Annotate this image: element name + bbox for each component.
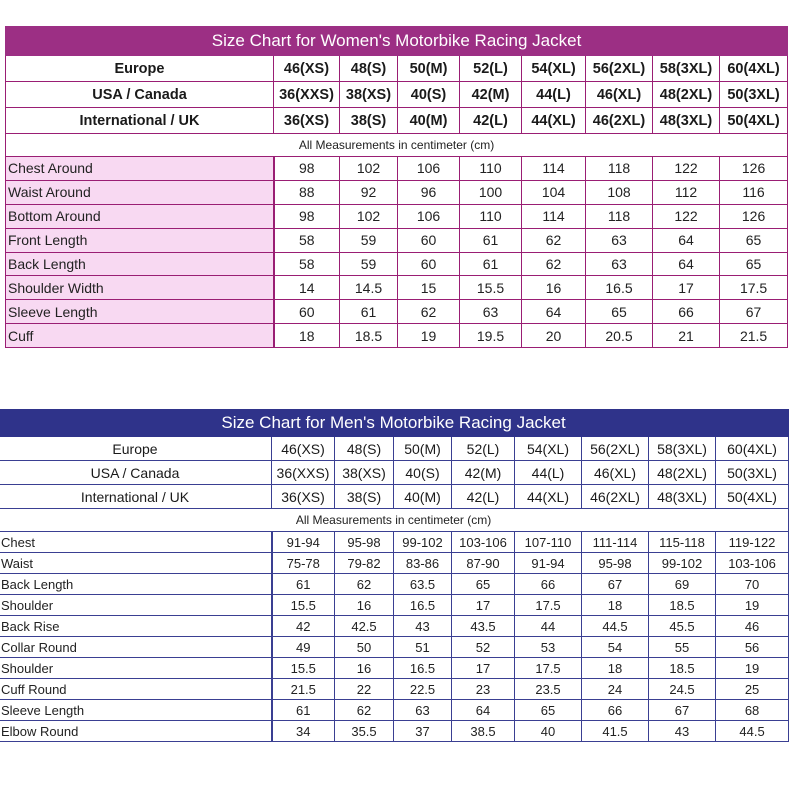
measurement-value: 62	[522, 252, 586, 276]
measurement-value: 62	[522, 228, 586, 252]
measurement-value: 99-102	[649, 553, 716, 574]
size-cell: 46(XS)	[272, 437, 335, 461]
measurement-value: 59	[340, 252, 398, 276]
men-table-body	[0, 410, 789, 742]
measurement-label: Sleeve Length	[6, 300, 274, 324]
measurement-value: 45.5	[649, 616, 716, 637]
measurement-value: 18	[582, 658, 649, 679]
measurement-value: 17.5	[515, 595, 582, 616]
measurement-value: 63	[460, 300, 522, 324]
table-row	[0, 679, 789, 700]
measurement-label: Waist Around	[6, 180, 274, 204]
measurement-value: 79-82	[335, 553, 394, 574]
table-row	[0, 700, 789, 721]
measurement-value: 110	[460, 204, 522, 228]
size-cell: 50(3XL)	[716, 461, 789, 485]
men-size-chart	[0, 409, 789, 742]
men-note-row	[0, 509, 789, 532]
size-cell: 36(XXS)	[272, 461, 335, 485]
measurement-value: 24.5	[649, 679, 716, 700]
size-cell: 42(M)	[452, 461, 515, 485]
size-cell: 42(L)	[452, 485, 515, 509]
measurement-value: 64	[452, 700, 515, 721]
measurement-value: 95-98	[335, 532, 394, 553]
measurement-value: 59	[340, 228, 398, 252]
measurement-value: 16	[335, 658, 394, 679]
table-row	[0, 637, 789, 658]
measurement-value: 44	[515, 616, 582, 637]
measurement-note: All Measurements in centimeter (cm)	[0, 509, 789, 532]
measurement-value: 21.5	[720, 324, 788, 348]
size-cell: 50(4XL)	[716, 485, 789, 509]
measurement-value: 43.5	[452, 616, 515, 637]
measurement-value: 61	[460, 252, 522, 276]
measurement-value: 42	[272, 616, 335, 637]
measurement-value: 44.5	[716, 721, 789, 742]
measurement-value: 14.5	[340, 276, 398, 300]
measurement-value: 22.5	[394, 679, 452, 700]
measurement-value: 20.5	[586, 324, 653, 348]
men-chart-title: Size Chart for Men's Motorbike Racing Jacket	[0, 410, 789, 437]
measurement-value: 23.5	[515, 679, 582, 700]
measurement-label: Shoulder	[0, 595, 272, 616]
measurement-value: 20	[522, 324, 586, 348]
size-cell: 54(XL)	[515, 437, 582, 461]
measurement-value: 63.5	[394, 574, 452, 595]
size-cell: 50(4XL)	[720, 108, 788, 134]
women-title-row	[6, 27, 788, 56]
measurement-value: 35.5	[335, 721, 394, 742]
measurement-value: 18.5	[340, 324, 398, 348]
women-chart-title: Size Chart for Women's Motorbike Racing Jacket	[6, 27, 788, 56]
measurement-value: 22	[335, 679, 394, 700]
table-row	[0, 595, 789, 616]
measurement-label: Cuff Round	[0, 679, 272, 700]
size-cell: 38(XS)	[335, 461, 394, 485]
measurement-value: 66	[653, 300, 720, 324]
table-row	[0, 532, 789, 553]
measurement-value: 87-90	[452, 553, 515, 574]
measurement-value: 116	[720, 180, 788, 204]
measurement-value: 17	[653, 276, 720, 300]
measurement-label: Cuff	[6, 324, 274, 348]
table-row	[0, 721, 789, 742]
measurement-value: 106	[398, 204, 460, 228]
measurement-value: 15.5	[460, 276, 522, 300]
measurement-value: 112	[653, 180, 720, 204]
measurement-label: Back Length	[0, 574, 272, 595]
measurement-value: 102	[340, 204, 398, 228]
men-size-row	[0, 461, 789, 485]
measurement-value: 65	[720, 252, 788, 276]
size-cell: 46(XL)	[586, 82, 653, 108]
measurement-value: 63	[586, 228, 653, 252]
women-note-row	[6, 134, 788, 157]
size-cell: 40(S)	[398, 82, 460, 108]
men-size-row	[0, 485, 789, 509]
size-cell: 56(2XL)	[582, 437, 649, 461]
table-row	[6, 204, 788, 228]
measurement-value: 44.5	[582, 616, 649, 637]
measurement-value: 15	[398, 276, 460, 300]
size-cell: 46(XS)	[274, 56, 340, 82]
measurement-value: 58	[274, 252, 340, 276]
size-cell: 58(3XL)	[653, 56, 720, 82]
measurement-value: 52	[452, 637, 515, 658]
size-cell: 42(M)	[460, 82, 522, 108]
measurement-value: 43	[649, 721, 716, 742]
table-row	[0, 658, 789, 679]
measurement-value: 14	[274, 276, 340, 300]
measurement-value: 51	[394, 637, 452, 658]
men-size-row	[0, 437, 789, 461]
measurement-value: 40	[515, 721, 582, 742]
size-cell: 44(L)	[515, 461, 582, 485]
measurement-value: 56	[716, 637, 789, 658]
size-system-label: USA / Canada	[0, 461, 272, 485]
measurement-value: 21	[653, 324, 720, 348]
size-cell: 40(M)	[398, 108, 460, 134]
measurement-label: Chest	[0, 532, 272, 553]
measurement-value: 106	[398, 157, 460, 181]
measurement-value: 95-98	[582, 553, 649, 574]
measurement-value: 19	[398, 324, 460, 348]
measurement-value: 92	[340, 180, 398, 204]
measurement-value: 67	[649, 700, 716, 721]
measurement-value: 17.5	[720, 276, 788, 300]
measurement-value: 108	[586, 180, 653, 204]
measurement-value: 122	[653, 204, 720, 228]
measurement-value: 49	[272, 637, 335, 658]
measurement-value: 34	[272, 721, 335, 742]
measurement-value: 61	[272, 574, 335, 595]
measurement-value: 104	[522, 180, 586, 204]
measurement-value: 62	[398, 300, 460, 324]
measurement-value: 103-106	[452, 532, 515, 553]
size-cell: 58(3XL)	[649, 437, 716, 461]
women-size-chart	[5, 26, 788, 348]
measurement-label: Back Length	[6, 252, 274, 276]
size-cell: 48(3XL)	[653, 108, 720, 134]
measurement-value: 66	[582, 700, 649, 721]
measurement-label: Shoulder Width	[6, 276, 274, 300]
measurement-label: Front Length	[6, 228, 274, 252]
size-cell: 50(M)	[398, 56, 460, 82]
size-cell: 46(2XL)	[582, 485, 649, 509]
measurement-value: 110	[460, 157, 522, 181]
measurement-value: 15.5	[272, 658, 335, 679]
size-cell: 36(XS)	[272, 485, 335, 509]
measurement-value: 37	[394, 721, 452, 742]
women-size-row	[6, 56, 788, 82]
measurement-value: 111-114	[582, 532, 649, 553]
size-cell: 48(3XL)	[649, 485, 716, 509]
measurement-value: 17	[452, 595, 515, 616]
measurement-value: 64	[522, 300, 586, 324]
men-title-row	[0, 410, 789, 437]
measurement-value: 17	[452, 658, 515, 679]
measurement-value: 99-102	[394, 532, 452, 553]
measurement-value: 83-86	[394, 553, 452, 574]
size-cell: 40(M)	[394, 485, 452, 509]
measurement-value: 65	[586, 300, 653, 324]
table-row	[6, 180, 788, 204]
measurement-value: 103-106	[716, 553, 789, 574]
measurement-value: 24	[582, 679, 649, 700]
measurement-value: 91-94	[515, 553, 582, 574]
size-cell: 46(2XL)	[586, 108, 653, 134]
measurement-value: 50	[335, 637, 394, 658]
measurement-value: 67	[582, 574, 649, 595]
size-cell: 44(XL)	[515, 485, 582, 509]
table-row	[0, 553, 789, 574]
measurement-label: Chest Around	[6, 157, 274, 181]
table-row	[6, 157, 788, 181]
size-cell: 56(2XL)	[586, 56, 653, 82]
measurement-value: 69	[649, 574, 716, 595]
table-row	[6, 324, 788, 348]
table-row	[6, 228, 788, 252]
size-cell: 48(2XL)	[653, 82, 720, 108]
measurement-value: 98	[274, 157, 340, 181]
measurement-value: 19	[716, 658, 789, 679]
women-size-row	[6, 82, 788, 108]
measurement-value: 16	[335, 595, 394, 616]
size-cell: 46(XL)	[582, 461, 649, 485]
measurement-value: 53	[515, 637, 582, 658]
size-cell: 36(XXS)	[274, 82, 340, 108]
measurement-value: 55	[649, 637, 716, 658]
measurement-value: 16.5	[394, 658, 452, 679]
measurement-value: 68	[716, 700, 789, 721]
measurement-value: 38.5	[452, 721, 515, 742]
measurement-value: 64	[653, 228, 720, 252]
measurement-label: Elbow Round	[0, 721, 272, 742]
measurement-value: 118	[586, 204, 653, 228]
measurement-value: 19	[716, 595, 789, 616]
measurement-value: 63	[586, 252, 653, 276]
table-row	[6, 300, 788, 324]
measurement-value: 58	[274, 228, 340, 252]
measurement-label: Bottom Around	[6, 204, 274, 228]
table-row	[0, 616, 789, 637]
measurement-value: 67	[720, 300, 788, 324]
measurement-value: 65	[515, 700, 582, 721]
size-cell: 38(S)	[340, 108, 398, 134]
measurement-value: 115-118	[649, 532, 716, 553]
measurement-value: 98	[274, 204, 340, 228]
measurement-value: 60	[398, 228, 460, 252]
measurement-value: 61	[272, 700, 335, 721]
size-cell: 42(L)	[460, 108, 522, 134]
measurement-value: 16.5	[586, 276, 653, 300]
measurement-value: 60	[398, 252, 460, 276]
measurement-value: 15.5	[272, 595, 335, 616]
measurement-value: 122	[653, 157, 720, 181]
measurement-value: 16	[522, 276, 586, 300]
measurement-value: 18	[582, 595, 649, 616]
size-cell: 52(L)	[460, 56, 522, 82]
size-cell: 44(L)	[522, 82, 586, 108]
size-cell: 44(XL)	[522, 108, 586, 134]
measurement-label: Collar Round	[0, 637, 272, 658]
measurement-value: 61	[460, 228, 522, 252]
measurement-value: 62	[335, 574, 394, 595]
size-system-label: USA / Canada	[6, 82, 274, 108]
measurement-value: 62	[335, 700, 394, 721]
table-row	[6, 252, 788, 276]
size-cell: 54(XL)	[522, 56, 586, 82]
measurement-value: 65	[720, 228, 788, 252]
measurement-value: 23	[452, 679, 515, 700]
women-table-body	[6, 27, 788, 348]
size-system-label: Europe	[0, 437, 272, 461]
measurement-value: 70	[716, 574, 789, 595]
measurement-value: 21.5	[272, 679, 335, 700]
size-cell: 48(2XL)	[649, 461, 716, 485]
size-cell: 48(S)	[335, 437, 394, 461]
size-cell: 60(4XL)	[716, 437, 789, 461]
size-cell: 50(3XL)	[720, 82, 788, 108]
size-cell: 38(XS)	[340, 82, 398, 108]
measurement-value: 96	[398, 180, 460, 204]
measurement-value: 54	[582, 637, 649, 658]
measurement-label: Shoulder	[0, 658, 272, 679]
measurement-value: 41.5	[582, 721, 649, 742]
size-system-label: International / UK	[6, 108, 274, 134]
measurement-value: 18.5	[649, 595, 716, 616]
size-cell: 50(M)	[394, 437, 452, 461]
size-system-label: International / UK	[0, 485, 272, 509]
measurement-value: 114	[522, 204, 586, 228]
measurement-value: 43	[394, 616, 452, 637]
measurement-value: 107-110	[515, 532, 582, 553]
measurement-value: 16.5	[394, 595, 452, 616]
measurement-value: 126	[720, 204, 788, 228]
measurement-value: 18.5	[649, 658, 716, 679]
measurement-value: 119-122	[716, 532, 789, 553]
measurement-value: 46	[716, 616, 789, 637]
measurement-value: 114	[522, 157, 586, 181]
measurement-value: 118	[586, 157, 653, 181]
measurement-value: 88	[274, 180, 340, 204]
size-cell: 52(L)	[452, 437, 515, 461]
measurement-value: 66	[515, 574, 582, 595]
measurement-value: 102	[340, 157, 398, 181]
women-size-row	[6, 108, 788, 134]
measurement-value: 65	[452, 574, 515, 595]
size-cell: 60(4XL)	[720, 56, 788, 82]
measurement-value: 91-94	[272, 532, 335, 553]
measurement-value: 61	[340, 300, 398, 324]
measurement-value: 19.5	[460, 324, 522, 348]
measurement-value: 100	[460, 180, 522, 204]
size-system-label: Europe	[6, 56, 274, 82]
measurement-value: 60	[274, 300, 340, 324]
measurement-value: 18	[274, 324, 340, 348]
size-cell: 38(S)	[335, 485, 394, 509]
table-row	[6, 276, 788, 300]
measurement-label: Waist	[0, 553, 272, 574]
table-row	[0, 574, 789, 595]
measurement-note: All Measurements in centimeter (cm)	[6, 134, 788, 157]
measurement-label: Sleeve Length	[0, 700, 272, 721]
measurement-value: 75-78	[272, 553, 335, 574]
measurement-label: Back Rise	[0, 616, 272, 637]
size-cell: 48(S)	[340, 56, 398, 82]
measurement-value: 63	[394, 700, 452, 721]
size-cell: 40(S)	[394, 461, 452, 485]
measurement-value: 126	[720, 157, 788, 181]
measurement-value: 25	[716, 679, 789, 700]
measurement-value: 17.5	[515, 658, 582, 679]
size-cell: 36(XS)	[274, 108, 340, 134]
measurement-value: 64	[653, 252, 720, 276]
measurement-value: 42.5	[335, 616, 394, 637]
